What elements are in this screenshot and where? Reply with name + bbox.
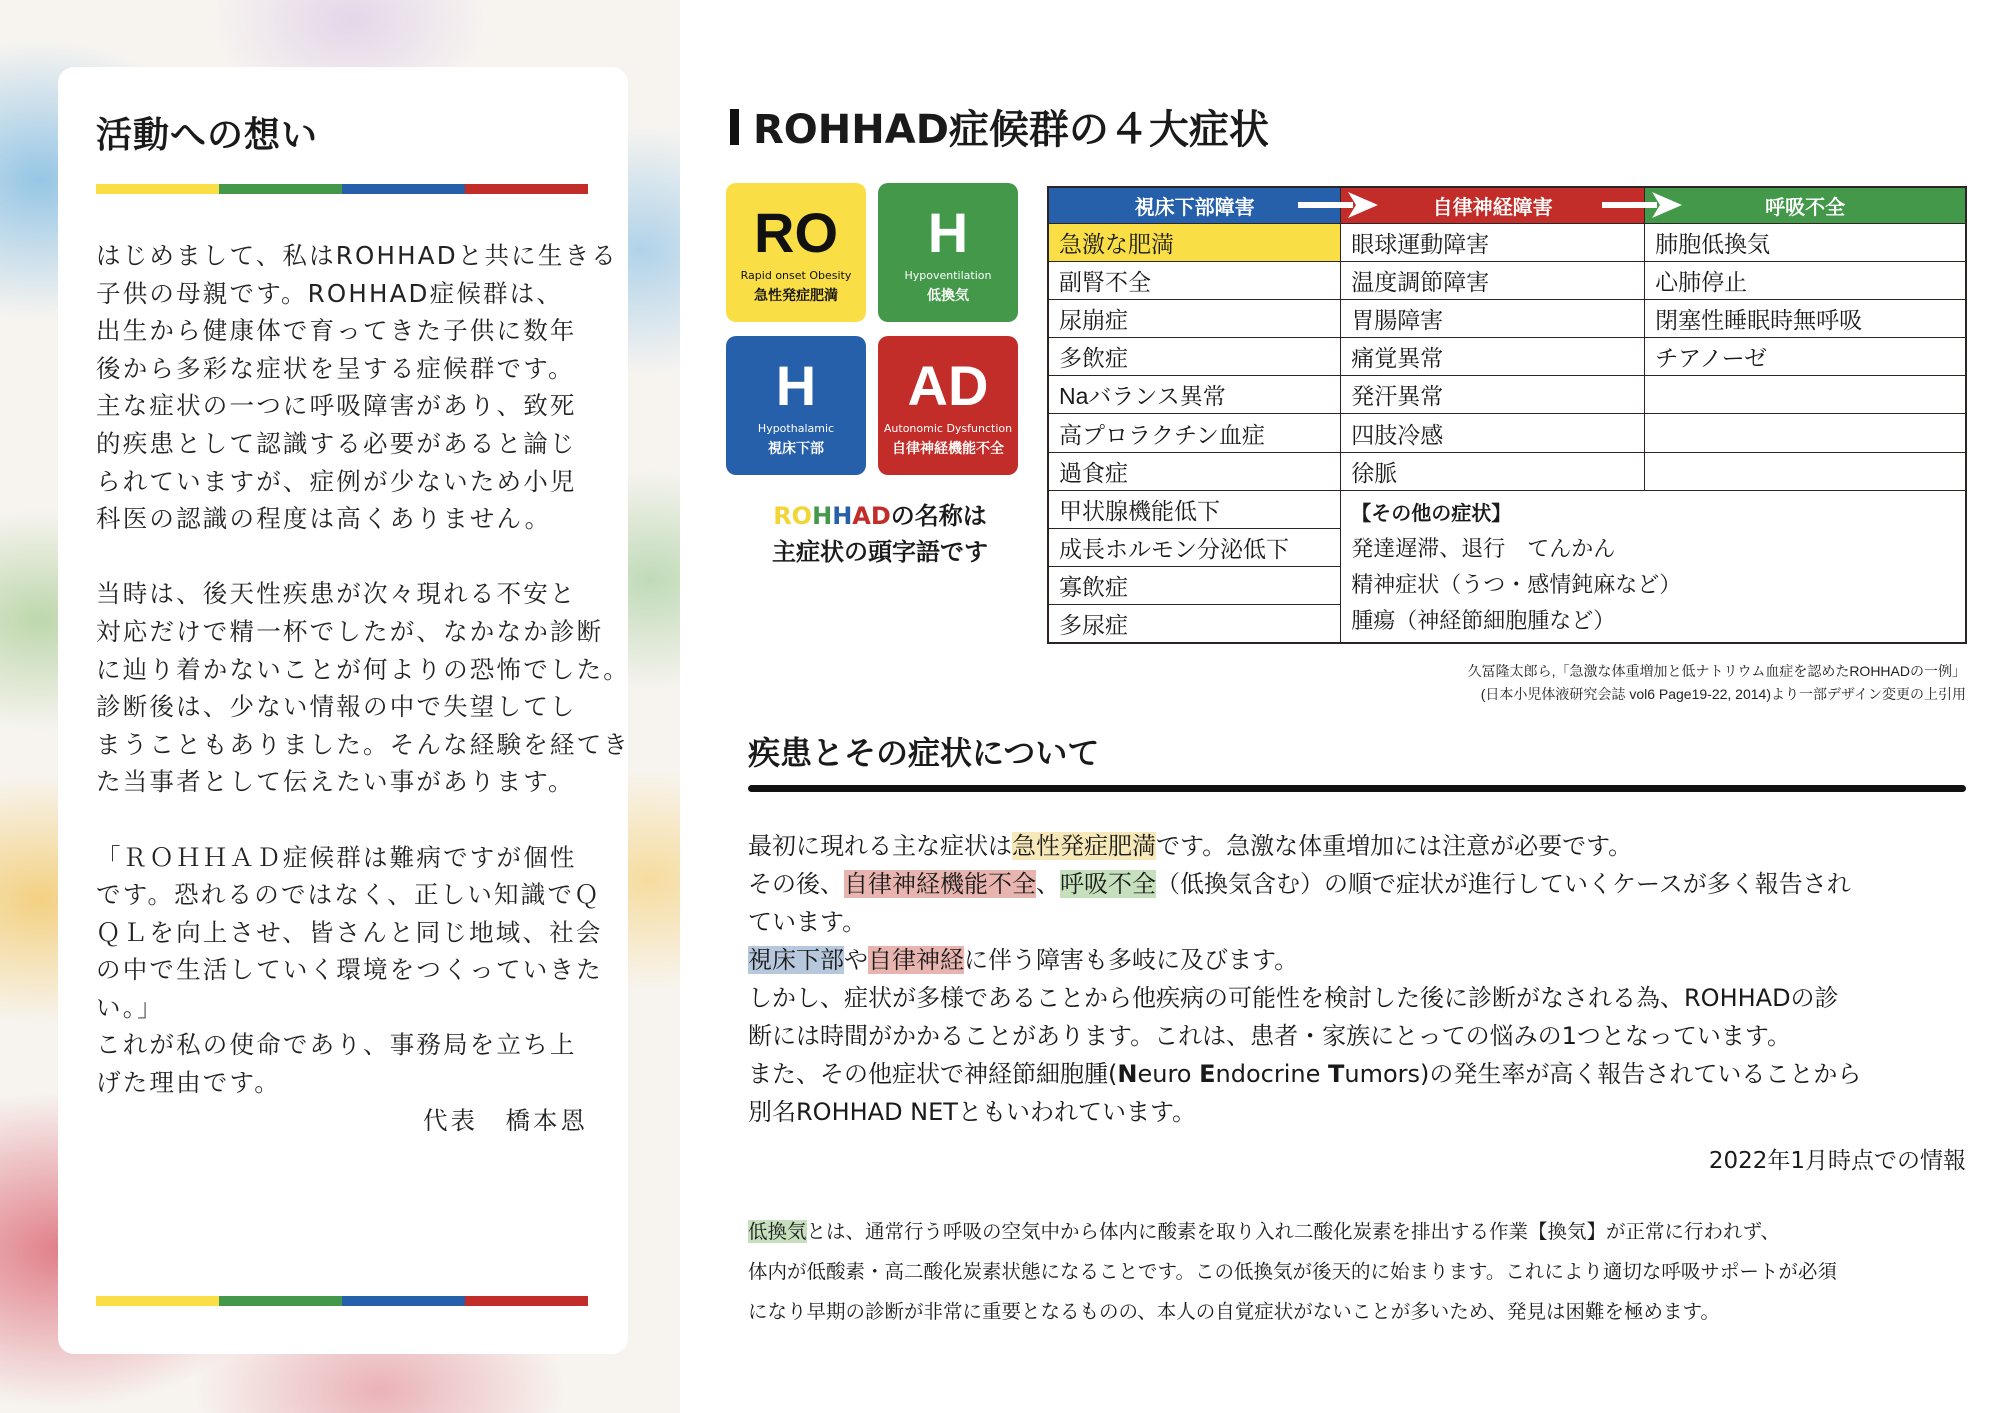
highlight-obesity: 急性発症肥満 <box>1012 832 1156 860</box>
table-cell: 発汗異常 <box>1341 376 1645 414</box>
text-line: られていますが、症例が少ないため小児 <box>96 466 577 496</box>
header-label: 呼吸不全 <box>1765 196 1846 219</box>
text-line: 出生から健康体で育ってきた子供に数年 <box>96 316 577 346</box>
text-line: 子供の母親です。ROHHAD症候群は、 <box>96 278 564 308</box>
text-line: 別名ROHHAD NETともいわれています。 <box>748 1098 1197 1126</box>
tile-hypothalamic <box>726 336 866 475</box>
text-line: た当事者として伝えたい事があります。 <box>96 767 575 797</box>
letters-ad: AD <box>852 502 891 530</box>
tile-letters: RO <box>754 201 838 264</box>
text-line: 対応だけで精一杯でしたが、なかなか診断 <box>96 616 604 646</box>
text: umors) <box>1344 1060 1430 1088</box>
text-line: しかし、症状が多様であることから他疾病の可能性を検討した後に診断がなされる為、ROHHADの診 <box>748 984 1839 1012</box>
symptoms-section-title <box>730 98 1269 155</box>
tile-english: Hypothalamic <box>757 422 835 435</box>
tile-japanese: 低換気 <box>927 288 969 304</box>
info-date: 2022年1月時点での情報 <box>1708 1148 1966 1174</box>
text-line <box>748 1212 1978 1252</box>
letter-h2: H <box>832 502 853 530</box>
tile-japanese: 急性発症肥満 <box>754 288 838 304</box>
other-symptom-line: 発達遅滞、退行 てんかん <box>1351 535 1616 561</box>
about-section-title: 疾患とその症状について <box>748 734 1100 772</box>
table-cell: 心肺停止 <box>1645 261 1966 299</box>
header-autonomic <box>1341 187 1645 223</box>
table-cell: 副腎不全 <box>1048 261 1341 299</box>
acronym-note-line2: 主症状の頭字語です <box>772 538 988 566</box>
acronym-note-suffix: の名称は <box>890 502 987 530</box>
table-row <box>1048 414 1966 452</box>
text-line <box>748 827 1978 865</box>
highlight-autonomic-nerve: 自律神経 <box>868 946 964 974</box>
tile-japanese: 自律神経機能不全 <box>892 441 1004 457</box>
paragraph-intro <box>96 237 618 538</box>
table-cell: 多尿症 <box>1048 605 1341 643</box>
text-line: これが私の使命であり、事務局を立ち上 <box>96 1030 577 1060</box>
text-line <box>748 941 1978 979</box>
arrow-right-icon <box>1602 192 1682 218</box>
table-row <box>1048 223 1966 261</box>
text: や <box>844 946 868 974</box>
section-title-text: ROHHAD症候群の４大症状 <box>753 107 1269 153</box>
paragraph-mission <box>96 839 603 1140</box>
table-row <box>1048 299 1966 337</box>
tile-letters: H <box>927 201 969 264</box>
tile-autonomic-dysfunction <box>878 336 1018 475</box>
color-bar-bottom <box>96 1296 588 1306</box>
message-body <box>96 237 630 1139</box>
text-line: 主な症状の一つに呼吸障害があり、致死 <box>96 391 577 421</box>
table-cell: 温度調節障害 <box>1341 261 1645 299</box>
text-line: 後から多彩な症状を呈する症候群です。 <box>96 353 575 383</box>
table-cell <box>1645 452 1966 490</box>
highlight-hypothalamic: 視床下部 <box>748 946 844 974</box>
text-line: はじめまして、私はROHHADと共に生きる <box>96 241 618 270</box>
table-row <box>1048 338 1966 376</box>
table-cell: 胃腸障害 <box>1341 299 1645 337</box>
message-card <box>58 67 628 1354</box>
header-hypothalamic <box>1048 187 1341 223</box>
table-cell: 過食症 <box>1048 452 1341 490</box>
table-cell: 急激な肥満 <box>1048 223 1341 261</box>
text: euro <box>1137 1060 1200 1088</box>
text-line: 体内が低酸素・高二酸化炭素状態になることです。この低換気が後天的に始まります。これにより適切な呼吸サポートが必須 <box>748 1260 1837 1283</box>
letters-ro: RO <box>773 502 813 530</box>
text-line: い。」 <box>96 992 164 1022</box>
text: （低換気含む）の順で症状が進行していくケースが多く報告され <box>1156 870 1851 898</box>
text-line: になり早期の診断が非常に重要となるものの、本人の自覚症状がないことが多いため、発見は困難を極めます。 <box>748 1300 1720 1323</box>
header-label: 自律神経障害 <box>1432 196 1553 219</box>
text-line: まうこともありました。そんな経験を経てき <box>96 729 630 759</box>
text: の発生率が高く報告されていることから <box>1429 1060 1862 1088</box>
table-row <box>1048 376 1966 414</box>
hypoventilation-note <box>748 1212 1978 1332</box>
text-line: の中で生活していく環境をつくっていきた <box>96 955 603 985</box>
table-row <box>1048 261 1966 299</box>
tile-japanese: 視床下部 <box>768 441 824 457</box>
symptoms-table <box>1047 186 1967 644</box>
table-cell: 寡飲症 <box>1048 567 1341 605</box>
tile-english: Autonomic Dysfunction <box>883 422 1013 435</box>
table-cell: 甲状腺機能低下 <box>1048 490 1341 528</box>
table-row <box>1048 452 1966 490</box>
highlight-autonomic: 自律神経機能不全 <box>844 870 1036 898</box>
text-line: 的疾患として認識する必要があると論じ <box>96 428 577 458</box>
table-cell: チアノーゼ <box>1645 338 1966 376</box>
arrow-right-icon <box>1298 192 1378 218</box>
tile-hypoventilation <box>878 183 1018 322</box>
signature: 代表 橋本恩 <box>423 1105 588 1135</box>
text: また、その他症状で神経節細胞腫( <box>748 1060 1118 1088</box>
text: に伴う障害も多岐に及びます。 <box>964 946 1299 974</box>
citation-line: (日本小児体液研究会誌 vol6 Page19-22, 2014)より一部デザイン変更の上引用 <box>1480 686 1966 702</box>
about-body <box>748 827 1978 1131</box>
text: です。急激な体重増加には注意が必要です。 <box>1156 832 1633 860</box>
text-line: 当時は、後天性疾患が次々現れる不安と <box>96 579 577 609</box>
text: ndocrine <box>1215 1060 1328 1088</box>
table-cell: 成長ホルモン分泌低下 <box>1048 529 1341 567</box>
text-line: げた理由です。 <box>96 1068 281 1098</box>
table-header-row <box>1048 187 1966 223</box>
acronym-note-line1 <box>745 498 1015 534</box>
table-cell: 肺胞低換気 <box>1645 223 1966 261</box>
table-cell: Naバランス異常 <box>1048 376 1341 414</box>
other-symptoms-cell <box>1341 490 1966 643</box>
table-cell: 四肢冷感 <box>1341 414 1645 452</box>
acronym-note <box>745 498 1015 570</box>
citation <box>1300 660 1966 706</box>
card-title: 活動への想い <box>96 115 319 156</box>
text-line: です。恐れるのではなく、正しい知識でＱ <box>96 880 601 910</box>
text-line: ています。 <box>748 908 867 936</box>
highlight-hypoventilation: 低換気 <box>748 1220 807 1243</box>
paragraph-experience <box>96 575 630 801</box>
section-divider <box>748 785 1966 792</box>
text: その後、 <box>748 870 844 898</box>
header-respiratory <box>1645 187 1966 223</box>
table-cell: 痛覚異常 <box>1341 338 1645 376</box>
tile-english: Hypoventilation <box>904 269 992 282</box>
text-line: 診断後は、少ない情報の中で失望してし <box>96 692 577 722</box>
bold-letter: E <box>1199 1060 1216 1088</box>
header-label: 視床下部障害 <box>1134 196 1255 219</box>
title-bar-icon <box>730 109 739 145</box>
color-bar-top <box>96 184 588 194</box>
table-cell: 徐脈 <box>1341 452 1645 490</box>
table-cell: 高プロラクチン血症 <box>1048 414 1341 452</box>
tile-english: Rapid onset Obesity <box>740 269 852 282</box>
text-line <box>748 1055 1978 1093</box>
letter-h1: H <box>812 502 833 530</box>
other-symptom-line: 腫瘍（神経節細胞腫など） <box>1351 607 1616 633</box>
tile-letters: H <box>775 354 817 417</box>
table-cell <box>1645 376 1966 414</box>
citation-line: 久冨隆太郎ら,「急激な体重増加と低ナトリウム血症を認めたROHHADの一例」 <box>1467 663 1966 679</box>
table-row <box>1048 490 1966 528</box>
table-cell: 眼球運動障害 <box>1341 223 1645 261</box>
table-cell: 尿崩症 <box>1048 299 1341 337</box>
text-line: 科医の認識の程度は高くありません。 <box>96 504 552 534</box>
text-line: 「ＲＯＨＨＡＤ症候群は難病ですが個性 <box>96 842 577 872</box>
table-cell <box>1645 414 1966 452</box>
text-line <box>748 865 1978 903</box>
other-symptoms-title: 【その他の症状】 <box>1351 502 1512 525</box>
table-cell: 閉塞性睡眠時無呼吸 <box>1645 299 1966 337</box>
tile-letters: AD <box>907 354 989 417</box>
text: 最初に現れる主な症状は <box>748 832 1012 860</box>
text: とは、通常行う呼吸の空気中から体内に酸素を取り入れ二酸化炭素を排出する作業【換気】が正常に行われず、 <box>806 1220 1780 1243</box>
other-symptom-line: 精神症状（うつ・感情鈍麻など） <box>1351 571 1682 597</box>
text-line: ＱＬを向上させ、皆さんと同じ地域、社会 <box>96 917 603 947</box>
bold-letter: T <box>1327 1060 1345 1088</box>
bold-letter: N <box>1117 1060 1138 1088</box>
acronym-tiles <box>726 183 1022 457</box>
tile-rapid-onset-obesity <box>726 183 866 322</box>
highlight-respiratory: 呼吸不全 <box>1060 870 1156 898</box>
text: 、 <box>1036 870 1060 898</box>
text-line: に辿り着かないことが何よりの恐怖でした。 <box>96 654 630 684</box>
text-line: 断には時間がかかることがあります。これは、患者・家族にとっての悩みの1つとなっています。 <box>748 1022 1791 1050</box>
table-cell: 多飲症 <box>1048 338 1341 376</box>
